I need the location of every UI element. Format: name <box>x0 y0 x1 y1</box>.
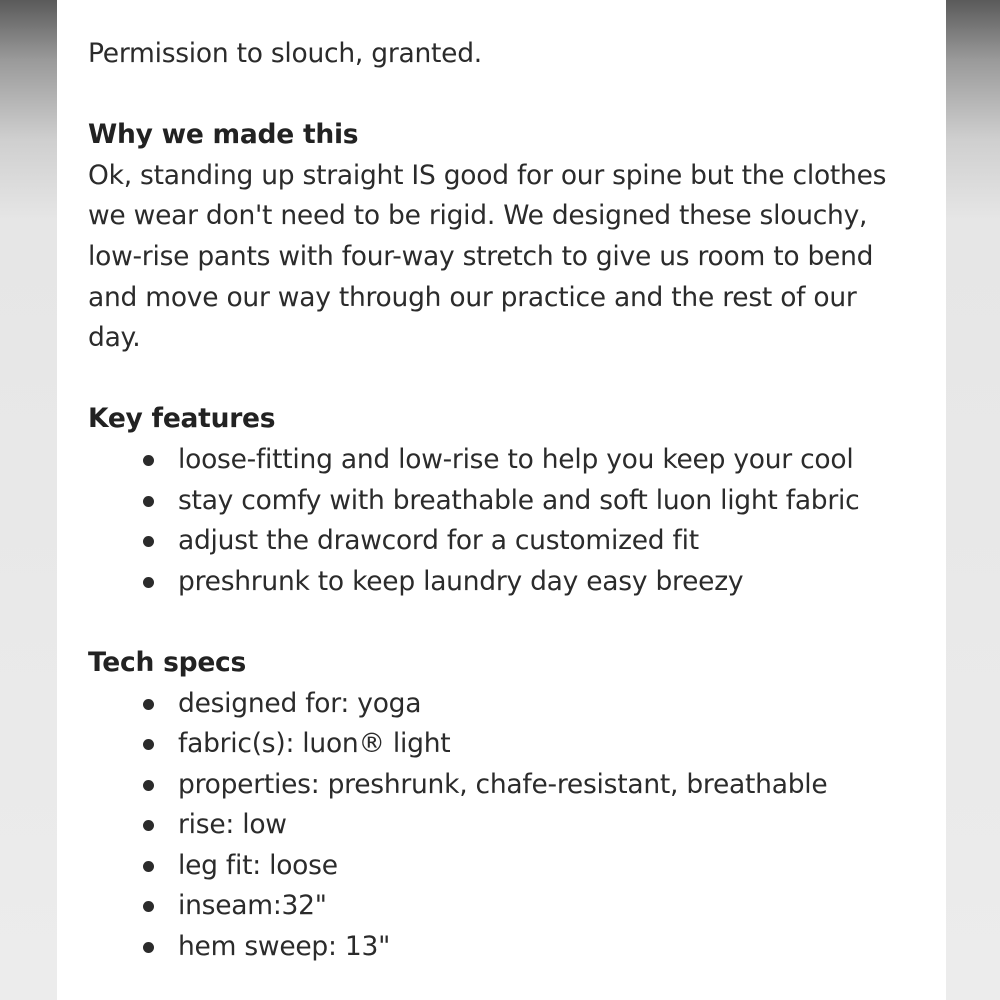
features-list-item <box>88 562 908 603</box>
product-description-panel <box>57 0 946 1000</box>
bullet-icon <box>143 942 154 953</box>
left-background-margin <box>0 0 57 1000</box>
features-item-text: adjust the drawcord for a customized fit <box>178 525 699 557</box>
specs-item-text: hem sweep: 13" <box>178 931 391 963</box>
bullet-icon <box>143 820 154 831</box>
specs-item-text: rise: low <box>178 809 287 841</box>
specs-item-text: inseam:32" <box>178 890 327 922</box>
specs-item-text: properties: preshrunk, chafe-resistant, breathable <box>178 768 828 800</box>
specs-list-item <box>88 927 908 968</box>
bullet-icon <box>143 901 154 912</box>
features-item-text: preshrunk to keep laundry day easy breezy <box>178 565 744 597</box>
why-body: Ok, standing up straight IS good for our spine but the clothes we wear don't need to be rigid. We designed these slouchy, low-rise pants with four-way stretch to give us room to bend and move our way through our practice and the rest of our day. <box>88 159 887 354</box>
specs-list-item <box>88 765 908 806</box>
specs-item-text: designed for: yoga <box>178 687 422 719</box>
bullet-icon <box>143 455 154 466</box>
specs-list-item <box>88 886 908 927</box>
bullet-icon <box>143 496 154 507</box>
bullet-icon <box>143 536 154 547</box>
specs-item-text: fabric(s): luon® light <box>178 728 451 760</box>
features-list-item <box>88 481 908 522</box>
specs-list-item <box>88 805 908 846</box>
features-heading: Key features <box>88 403 276 435</box>
intro-text: Permission to slouch, granted. <box>88 38 482 69</box>
specs-list-item <box>88 724 908 765</box>
bullet-icon <box>143 780 154 791</box>
right-background-margin <box>946 0 1000 1000</box>
specs-list-item <box>88 684 908 725</box>
features-list-item <box>88 440 908 481</box>
features-item-text: stay comfy with breathable and soft luon light fabric <box>178 484 860 516</box>
specs-list-item <box>88 846 908 887</box>
features-item-text: loose-fitting and low-rise to help you keep your cool <box>178 443 854 475</box>
spacer <box>88 75 946 116</box>
features-list <box>88 440 908 602</box>
bullet-icon <box>143 739 154 750</box>
bullet-icon <box>143 699 154 710</box>
specs-list <box>88 684 908 968</box>
features-list-item <box>88 521 908 562</box>
specs-item-text: leg fit: loose <box>178 849 338 881</box>
why-heading: Why we made this <box>88 119 359 151</box>
spacer <box>88 602 946 643</box>
spacer <box>88 359 946 400</box>
bullet-icon <box>143 861 154 872</box>
bullet-icon <box>143 577 154 588</box>
specs-heading: Tech specs <box>88 646 247 678</box>
